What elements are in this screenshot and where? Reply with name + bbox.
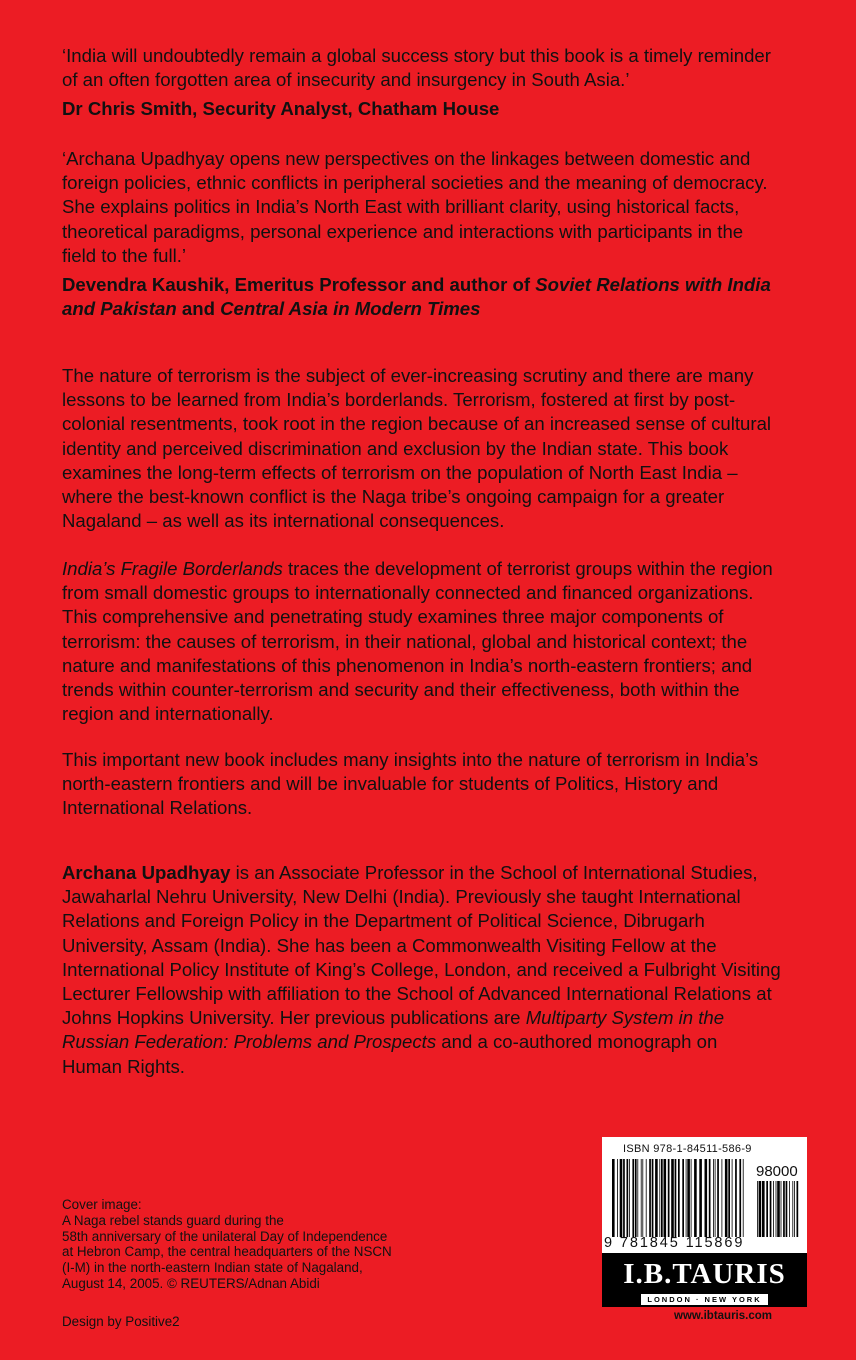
barcode-bar bbox=[699, 1159, 702, 1237]
barcode-bar bbox=[664, 1159, 667, 1237]
book-title: India’s Fragile Borderlands bbox=[62, 558, 283, 579]
design-credit: Design by Positive2 bbox=[62, 1314, 180, 1329]
barcode-bar bbox=[635, 1159, 637, 1237]
barcode-bar bbox=[709, 1159, 711, 1237]
cover-credit bbox=[62, 1197, 392, 1292]
isbn-label: ISBN 978-1-84511-586-9 bbox=[623, 1143, 752, 1155]
blurb-paragraph-1: The nature of terrorism is the subject of ever-increasing scrutiny and there are many lessons to be learned from India’s borderlands. Terrorism, fostered at first by post-colonial resentments, took root in the region because of an increased sense of cultural identity and perceived discrimination and exclusion by the Indian state. This book examines the long-term effects of terrorism on the population of North East India – where the best-known conflict is the Naga tribe’s ongoing campaign for a greater Nagaland – as well as its international consequences. bbox=[62, 365, 772, 532]
barcode-bar bbox=[797, 1181, 799, 1237]
bio-text: is an Associate Professor in the School of International Studies, Jawaharlal Nehru University, New Delhi (India). Previously she taught International Relations and Foreign Policy in the Department of Political Science, Dibrugarh University, Assam (India). She has been a Commonwealth Visiting Fellow at the International Policy Institute of King’s College, London, and received a Fulbright Visiting Lecturer Fellowship with affiliation to the School of Advanced International Relations at Johns Hopkins University. Her previous publications are bbox=[62, 862, 781, 1029]
barcode-bar bbox=[668, 1159, 670, 1237]
endorsement-2 bbox=[62, 147, 782, 321]
barcode-bar bbox=[623, 1159, 625, 1237]
barcode-bar bbox=[682, 1159, 684, 1237]
attribution-connector: and bbox=[176, 298, 221, 320]
cover-line: at Hebron Camp, the central headquarters of the NSCN bbox=[62, 1244, 392, 1260]
barcode-bar bbox=[781, 1181, 782, 1237]
barcode-bar bbox=[641, 1159, 642, 1237]
endorsement-attribution: Dr Chris Smith, Security Analyst, Chatham House bbox=[62, 98, 500, 120]
barcode-addon-bars bbox=[757, 1181, 801, 1237]
barcode-bar bbox=[743, 1159, 744, 1237]
isbn-barcode bbox=[602, 1137, 807, 1253]
barcode-bar bbox=[612, 1159, 615, 1237]
barcode-bar bbox=[766, 1181, 768, 1237]
endorsement-attribution bbox=[62, 273, 782, 321]
barcode-bar bbox=[652, 1159, 654, 1237]
blurb-text: traces the development of terrorist groups within the region from small domestic groups to internationally connected and financed organizations. This comprehensive and penetrating study examines three major components of terrorism: the causes of terrorism, in their national, global and historical context; the nature and manifestations of this phenomenon in India’s north-eastern frontiers; and trends within counter-terrorism and security and their effectiveness, both within the region and internationally. bbox=[62, 558, 773, 725]
barcode-bar bbox=[678, 1159, 680, 1237]
barcode-bar bbox=[717, 1159, 719, 1237]
bio-text: and a co-authored monograph on Human Rights. bbox=[62, 1031, 718, 1077]
barcode-bar bbox=[735, 1159, 737, 1237]
book-title: Central Asia in Modern Times bbox=[220, 298, 481, 320]
barcode-bar bbox=[671, 1159, 674, 1237]
barcode-bar bbox=[739, 1159, 741, 1237]
barcode-bar bbox=[642, 1159, 643, 1237]
author-bio bbox=[62, 861, 782, 1079]
price-code: 98000 bbox=[756, 1163, 798, 1180]
barcode-bars bbox=[612, 1159, 744, 1237]
barcode-bar bbox=[655, 1159, 658, 1237]
barcode-bar bbox=[777, 1181, 780, 1237]
barcode-bar bbox=[789, 1181, 790, 1237]
book-title: Soviet Relations with India and Pakistan bbox=[62, 274, 771, 320]
barcode-bar bbox=[632, 1159, 634, 1237]
barcode-bar bbox=[705, 1159, 708, 1237]
cover-line: (I-M) in the north-eastern Indian state of Nagaland, bbox=[62, 1260, 363, 1276]
barcode-bar bbox=[770, 1181, 772, 1237]
barcode-bar bbox=[691, 1159, 692, 1237]
book-title: Multiparty System in the Russian Federation: Problems and Prospects bbox=[62, 1007, 725, 1053]
blurb-paragraph-3: This important new book includes many insights into the nature of terrorism in India’s north-eastern frontiers and will be invaluable for students of Politics, History and International Relations. bbox=[62, 749, 759, 819]
endorsement-quote: ‘India will undoubtedly remain a global success story but this book is a timely reminder of an often forgotten area of insecurity and insurgency in South Asia.’ bbox=[62, 45, 771, 91]
isbn-digits: 9 781845 115869 bbox=[604, 1235, 745, 1251]
barcode-bar bbox=[757, 1181, 758, 1237]
barcode-bar bbox=[783, 1181, 785, 1237]
barcode-bar bbox=[722, 1159, 723, 1237]
attribution-prefix: Devendra Kaushik, Emeritus Professor and author of bbox=[62, 274, 536, 296]
barcode-bar bbox=[776, 1181, 777, 1237]
barcode-bar bbox=[646, 1159, 647, 1237]
publisher-name: I.B.TAURIS bbox=[623, 1258, 786, 1290]
barcode-bar bbox=[732, 1159, 733, 1237]
author-name: Archana Upadhyay bbox=[62, 862, 231, 883]
cover-heading: Cover image: bbox=[62, 1197, 142, 1212]
barcode-bar bbox=[637, 1159, 638, 1237]
barcode-bar bbox=[762, 1181, 765, 1237]
barcode-bar bbox=[675, 1159, 677, 1237]
endorsement-quote: ‘Archana Upadhyay opens new perspectives on the linkages between domestic and foreign policies, ethnic conflicts in peripheral societies and the meaning of democracy. She explains politics in India’s North East with brilliant clarity, using historical facts, theoretical paradigms, personal experience and interactions with participants in the field to the full.’ bbox=[62, 148, 768, 266]
barcode-bar bbox=[725, 1159, 728, 1237]
barcode-bar bbox=[794, 1181, 795, 1237]
barcode-bar bbox=[786, 1181, 788, 1237]
cover-line: August 14, 2005. © REUTERS/Adnan Abidi bbox=[62, 1275, 320, 1291]
barcode-bar bbox=[659, 1159, 660, 1237]
barcode-bar bbox=[661, 1159, 663, 1237]
barcode-bar bbox=[686, 1159, 687, 1237]
barcode-bar bbox=[687, 1159, 690, 1237]
cover-line: A Naga rebel stands guard during the bbox=[62, 1212, 284, 1228]
cover-line: 58th anniversary of the unilateral Day of Independence bbox=[62, 1228, 388, 1244]
barcode-bar bbox=[617, 1159, 618, 1237]
barcode-bar bbox=[728, 1159, 730, 1237]
barcode-bar bbox=[713, 1159, 714, 1237]
publisher-cities: LONDON · NEW YORK bbox=[641, 1294, 767, 1305]
barcode-bar bbox=[715, 1159, 716, 1237]
barcode-bar bbox=[627, 1159, 629, 1237]
barcode-bar bbox=[694, 1159, 697, 1237]
publisher-logo bbox=[602, 1253, 807, 1307]
endorsement-1 bbox=[62, 44, 782, 122]
barcode-bar bbox=[629, 1159, 630, 1237]
publisher-url: www.ibtauris.com bbox=[674, 1310, 772, 1322]
barcode-bar bbox=[759, 1181, 762, 1237]
barcode-bar bbox=[620, 1159, 623, 1237]
barcode-bar bbox=[792, 1181, 793, 1237]
blurb-paragraph-2 bbox=[62, 557, 782, 726]
barcode-bar bbox=[773, 1181, 774, 1237]
barcode-bar bbox=[649, 1159, 651, 1237]
